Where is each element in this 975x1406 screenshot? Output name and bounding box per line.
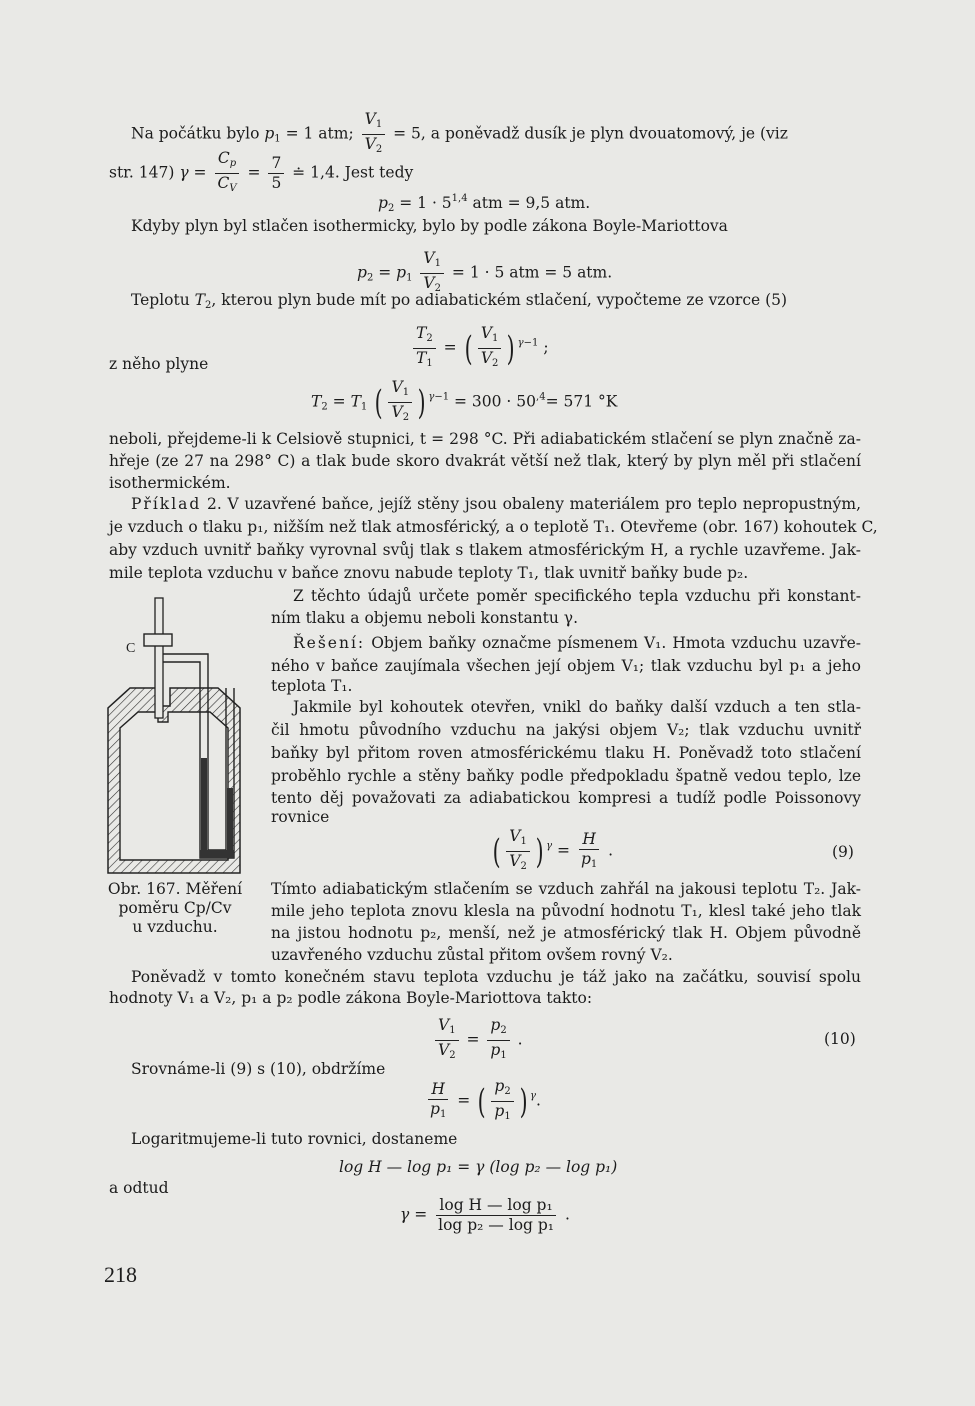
paragraph-neboli-2: hřeje (ze 27 na 298° C) a tlak bude skoro dvakrát větší než tlak, který by plyn měl při stlačení (109, 452, 861, 470)
figure-caption: Obr. 167. Měření poměru Cp/Cv u vzduchu. (107, 880, 243, 936)
line-teplotu: Teplotu $T_2$, kterou plyn bude mít po adiabatickém stlačení, vypočteme ze vzorce (5) (131, 291, 788, 311)
frac-v1-v2: $\frac{V_1}{V_2}$ (362, 111, 386, 158)
solution-line-7: proběhlo rychle a stěny baňky podle předpokladu špatně vedou teplo, lze (271, 767, 861, 785)
line-logaritmujeme: Logaritmujeme-li tuto rovnici, dostaneme (131, 1130, 458, 1148)
solution-line-6: baňky byl přitom roven atmosférickému tlaku H. Poněvadž toto stlačení (271, 744, 861, 762)
equation-combined: $\frac{H}{p_1}$ = ( $\frac{p_2}{p_1}$ ) $^\gamma$. (430, 1077, 541, 1122)
equation-number-10: (10) (824, 1030, 856, 1048)
solution-line-1: Řešení: Objem baňky označme písmenem V₁. Hmota vzduchu uzavře- (293, 634, 861, 652)
example-line-1: Příklad 2. V uzavřené baňce, jejíž stěny jsou obaleny materiálem pro teplo nepropustným, (131, 495, 861, 513)
paragraph-ponevadz-1: Poněvadž v tomto konečném stavu teplota vzduchu je táž jako na začátku, souvisí spolu (131, 968, 861, 986)
equation-ratio: $\frac{T_2}{T_1}$ = ( $\frac{V_1}{V_2}$ ) $^{\gamma-1}$ ; (410, 325, 549, 372)
solution-line-3: teplota T₁. (271, 677, 353, 695)
page-number: 218 (104, 1262, 137, 1287)
after-line-3: na jistou hodnotu p₂, menší, než je atmosférický tlak H. Objem původně (271, 924, 861, 942)
paragraph-ponevadz-2: hodnoty V₁ a V₂, p₁ a p₂ podle zákona Boyle-Mariottova takto: (109, 989, 593, 1007)
example-line-5: Z těchto údajů určete poměr specifického tepla vzduchu při konstant- (293, 587, 861, 605)
equation-isothermal: $p_2 = p_1$ $\frac{V_1}{V_2}$ = 1 · 5 atm = 5 atm. (357, 249, 613, 294)
after-line-4: uzavřeného vzduchu zůstal přitom ovšem rovný V₂. (271, 946, 673, 964)
line-srovname: Srovnáme-li (9) s (10), obdržíme (131, 1060, 386, 1078)
line-z-neho: z něho plyne (109, 355, 209, 373)
after-line-1: Tímto adiabatickým stlačením se vzduch zahřál na jakousi teplotu T₂. Jak- (271, 880, 861, 898)
figure-label-c: C (126, 641, 136, 656)
example-line-3: aby vzduch uvnitř baňky vyrovnal svůj tlak s tlakem atmosférickým H, a rychle uzavřeme. Jak- (109, 541, 861, 559)
after-line-2: mile jeho teplota znovu klesla na původní hodnotu T₁, klesl také jeho tlak (271, 902, 861, 920)
equation-log: log H — log p₁ = γ (log p₂ — log p₁) (339, 1158, 618, 1176)
solution-line-2: ného v baňce zaujímala všechen její objem V₁; tlak vzduchu byl p₁ a jeho (271, 657, 861, 675)
equation-10: $\frac{V_1}{V_2}$ = $\frac{p_2}{p_1}$ . (432, 1017, 523, 1064)
equation-gamma: γ = $\frac{\text{log H — log p₁}}{\text{log p₂ — log p₁}}$ . (400, 1196, 570, 1234)
equation-p2: $p_2 = 1 \cdot 5^{1,4}$ atm = 9,5 atm. (378, 193, 591, 214)
paragraph-neboli-3: isothermickém. (109, 474, 231, 492)
example-line-4: mile teplota vzduchu v baňce znovu nabude teploty T₁, tlak uvnitř baňky bude p₂. (109, 564, 749, 582)
solution-line-4: Jakmile byl kohoutek otevřen, vnikl do baňky další vzduch a ten stla- (293, 698, 861, 716)
equation-9: ( $\frac{V_1}{V_2}$ ) $^\gamma$ = $\frac{H}{p_1}$ . (492, 827, 614, 872)
figure-flask-apparatus (100, 588, 260, 878)
solution-line-8: tento děj považovati za adiabatickou kompresi a tudíž podle Poissonovy (271, 789, 861, 807)
example-line-2: je vzduch o tlaku p₁, nižším než tlak atmosférický, a o teplotě T₁. Otevřeme (obr. 167) kohoutek C, (109, 518, 878, 536)
line-a-odtud: a odtud (109, 1179, 169, 1197)
line-kdyby: Kdyby plyn byl stlačen isothermicky, bylo by podle zákona Boyle-Mariottova (131, 217, 728, 235)
paragraph-neboli-1: neboli, přejdeme-li k Celsiově stupnici, t = 298 °C. Při adiabatickém stlačení se plyn značně za- (109, 430, 861, 448)
solution-line-9: rovnice (271, 808, 330, 826)
equation-t2: $T_2 = T_1$ ( $\frac{V_1}{V_2}$ ) $^{\gamma-1} = 300 \cdot 50^{,4}= 571$ °K (311, 378, 618, 423)
equation-number-9: (9) (832, 843, 854, 861)
line-2: str. 147) γ = $\frac{C_p}{C_V}$ = $\frac{7}{5}$ ≐ 1,4. Jest tedy (109, 149, 414, 194)
solution-line-5: čil hmotu původního vzduchu na jakýsi objem V₂; tlak vzduchu uvnitř (271, 721, 861, 739)
line-1: Na počátku bylo $p_1 = 1$ atm; $\frac{V_1}{V_2}$ = 5, a poněvadž dusík je plyn dvouatomový, je (viz (131, 111, 788, 158)
example-line-6: ním tlaku a objemu neboli konstantu γ. (271, 609, 578, 627)
